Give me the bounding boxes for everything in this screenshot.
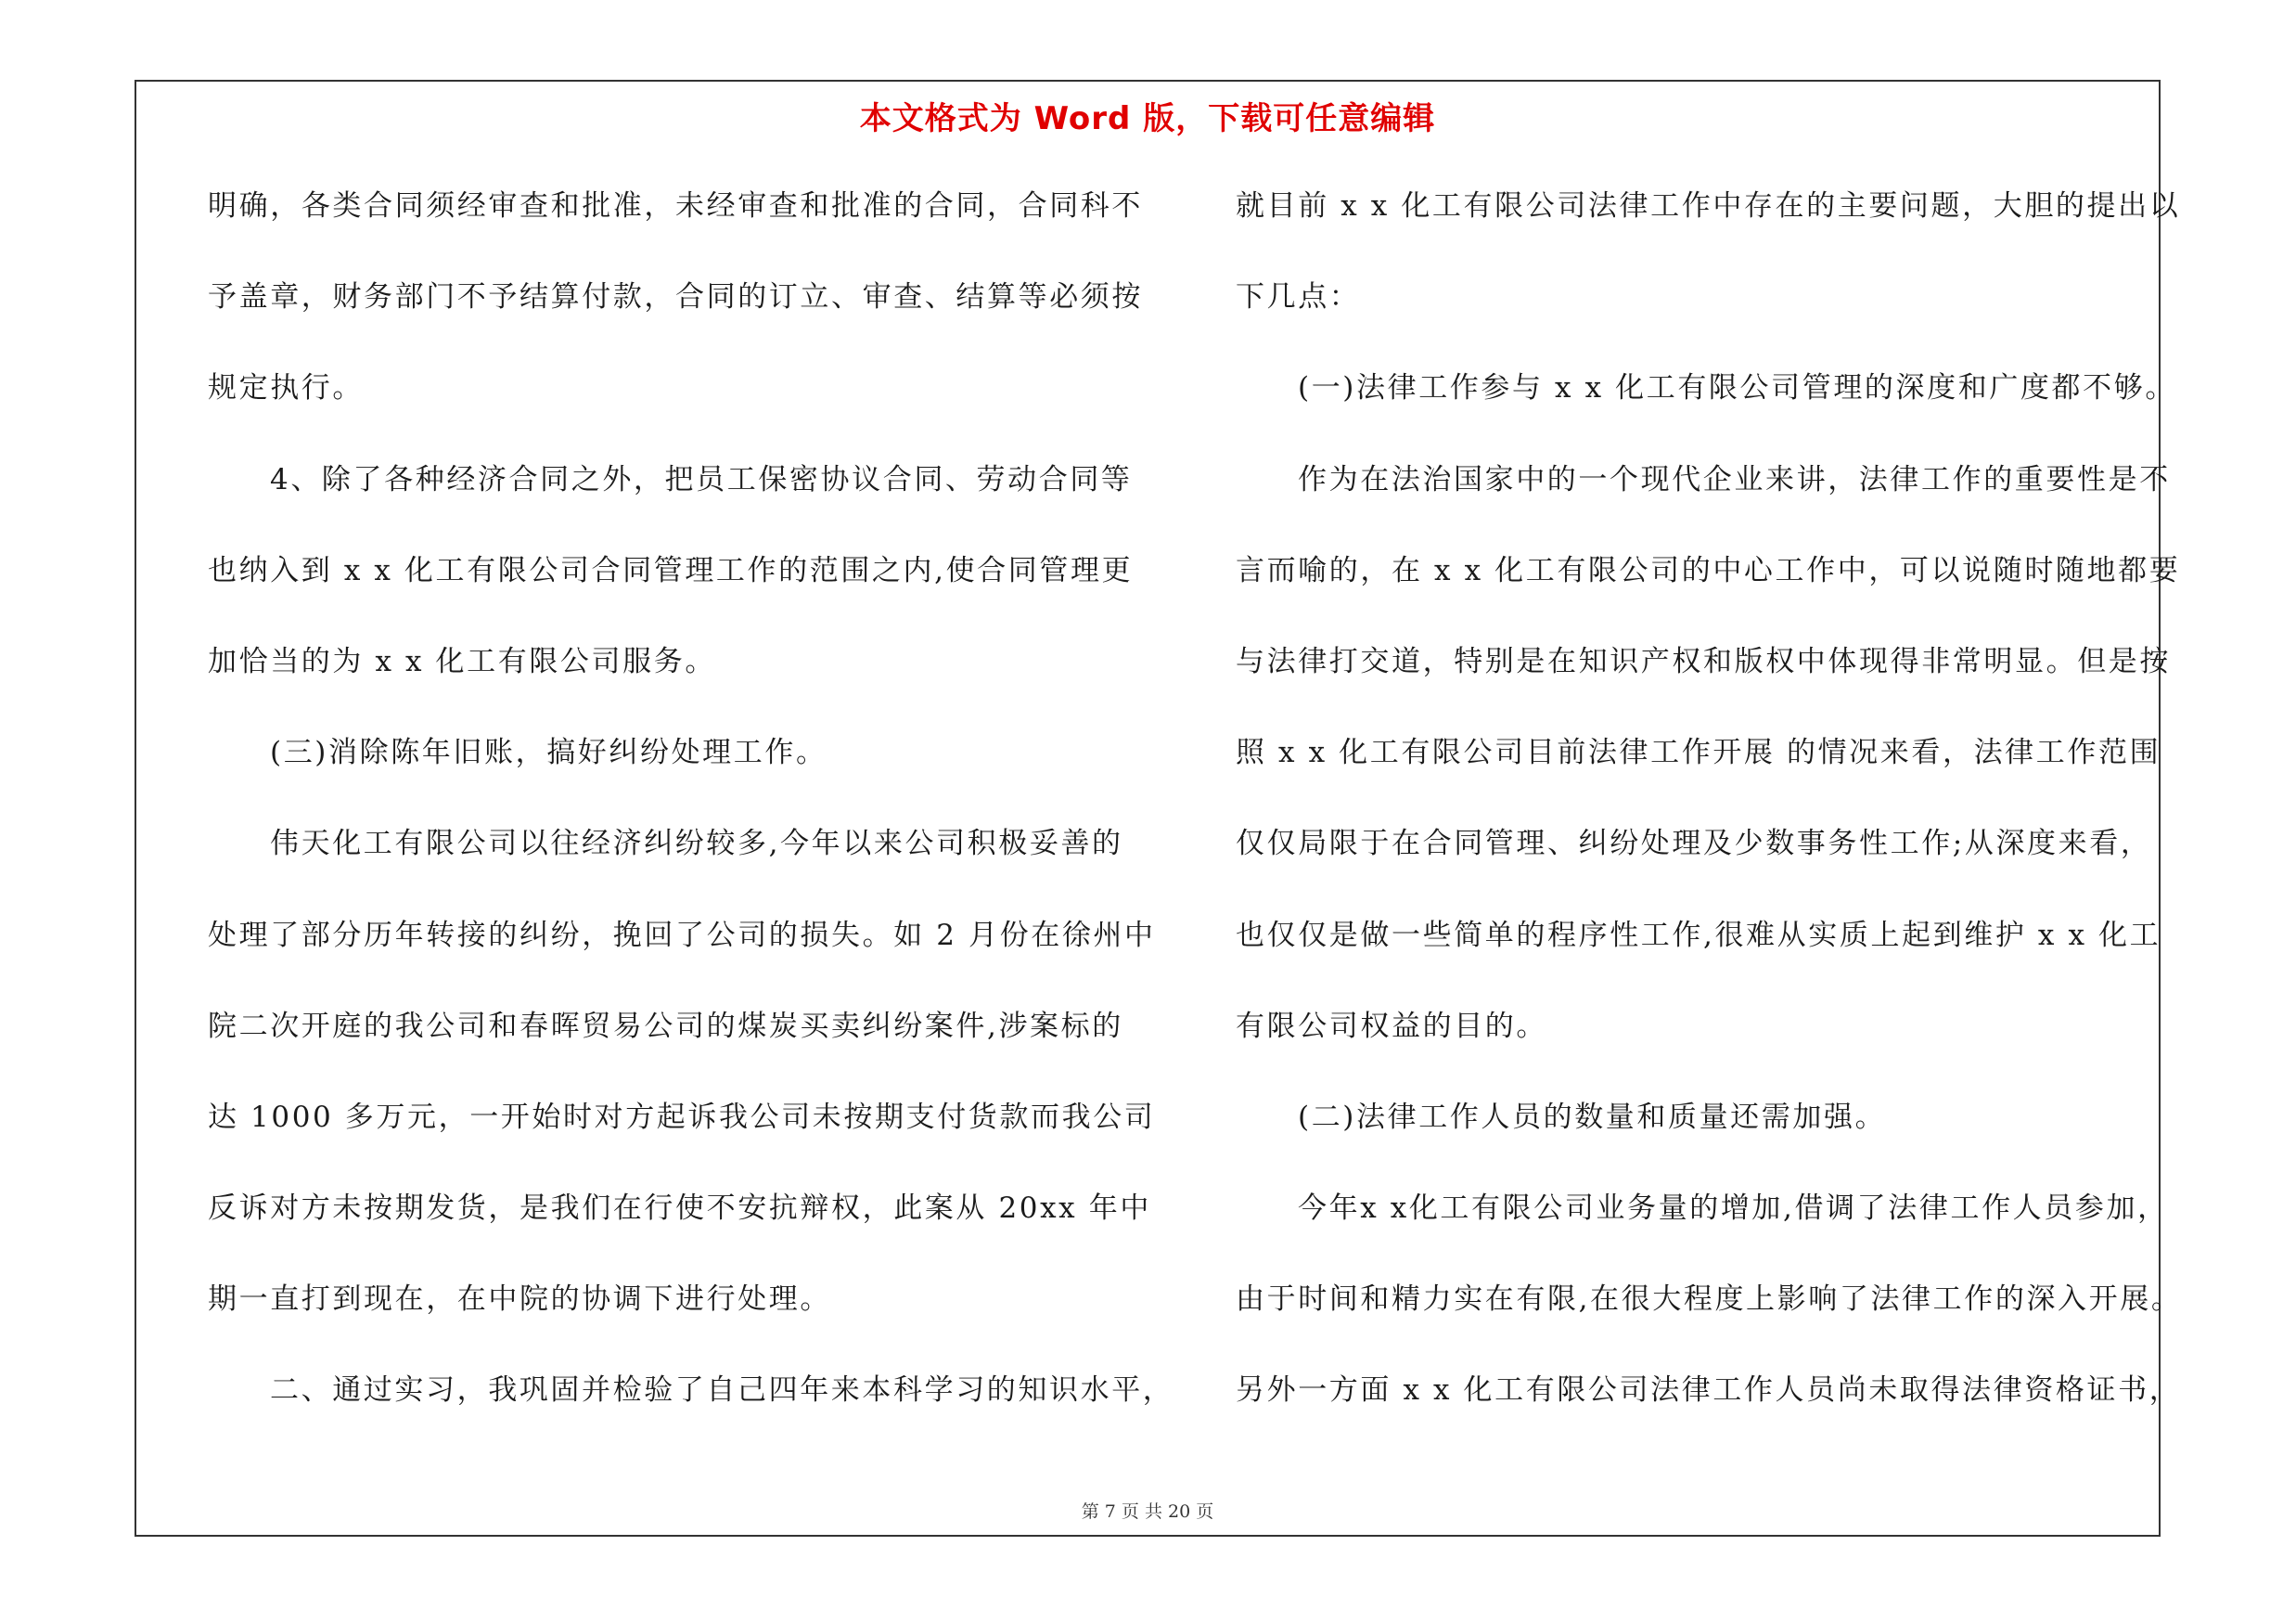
right-text-column (1236, 178, 2183, 1454)
text-line: 达 1000 多万元，一开始时对方起诉我公司未按期支付货款而我公司 (208, 1100, 1156, 1134)
text-line: 处理了部分历年转接的纠纷，挽回了公司的损失。如 2 月份在徐州中 (208, 918, 1156, 952)
text-line: 反诉对方未按期发货，是我们在行使不安抗辩权，此案从 20xx 年中 (208, 1191, 1151, 1226)
text-line: 期一直打到现在，在中院的协调下进行处理。 (208, 1282, 831, 1317)
text-line: 有限公司权益的目的。 (1236, 1009, 1547, 1043)
text-line: 也纳入到 x x 化工有限公司合同管理工作的范围之内,使合同管理更 (208, 553, 1134, 587)
text-line: 作为在法治国家中的一个现代企业来讲，法律工作的重要性是不 (1298, 462, 2171, 496)
text-line: (二)法律工作人员的数量和质量还需加强。 (1298, 1100, 1887, 1134)
text-line: 下几点： (1236, 280, 1361, 315)
text-line: (一)法律工作参与 x x 化工有限公司管理的深度和广度都不够。 (1298, 371, 2176, 406)
text-line: (三)消除陈年旧账，搞好纠纷处理工作。 (270, 736, 827, 770)
word-format-banner: 本文格式为 Word 版，下载可任意编辑 (859, 100, 1436, 137)
text-line: 4、除了各种经济合同之外，把员工保密协议合同、劳动合同等 (270, 462, 1133, 496)
text-line: 今年x x化工有限公司业务量的增加,借调了法律工作人员参加， (1298, 1191, 2169, 1226)
text-line: 就目前 x x 化工有限公司法律工作中存在的主要问题，大胆的提出以 (1236, 189, 2181, 223)
text-line: 另外一方面 x x 化工有限公司法律工作人员尚未取得法律资格证书， (1236, 1373, 2181, 1408)
text-line: 予盖章，财务部门不予结算付款，合同的订立、审查、结算等必须按 (208, 280, 1143, 315)
page-frame (135, 80, 2183, 1537)
text-line: 由于时间和精力实在有限,在很大程度上影响了法律工作的深入开展。 (1236, 1282, 2183, 1317)
text-line: 明确，各类合同须经审查和批准，未经审查和批准的合同，合同科不 (208, 189, 1143, 223)
text-line: 照 x x 化工有限公司目前法律工作开展 的情况来看，法律工作范围 (1236, 736, 2161, 770)
text-line: 院二次开庭的我公司和春晖贸易公司的煤炭买卖纠纷案件,涉案标的 (208, 1009, 1123, 1043)
text-line: 伟天化工有限公司以往经济纠纷较多,今年以来公司积极妥善的 (270, 827, 1123, 861)
text-line: 与法律打交道，特别是在知识产权和版权中体现得非常明显。但是按 (1236, 644, 2171, 678)
page-number-footer: 第 7 页 共 20 页 (1081, 1501, 1214, 1522)
text-line: 二、通过实习，我巩固并检验了自己四年来本科学习的知识水平， (270, 1373, 1174, 1408)
text-line: 仅仅局限于在合同管理、纠纷处理及少数事务性工作;从深度来看， (1236, 827, 2152, 861)
text-line: 加恰当的为 x x 化工有限公司服务。 (208, 644, 716, 678)
text-line: 言而喻的，在 x x 化工有限公司的中心工作中，可以说随时随地都要 (1236, 553, 2181, 587)
left-text-column (208, 178, 1174, 1454)
text-line: 规定执行。 (208, 371, 364, 406)
text-line: 也仅仅是做一些简单的程序性工作,很难从实质上起到维护 x x 化工 (1236, 918, 2161, 952)
